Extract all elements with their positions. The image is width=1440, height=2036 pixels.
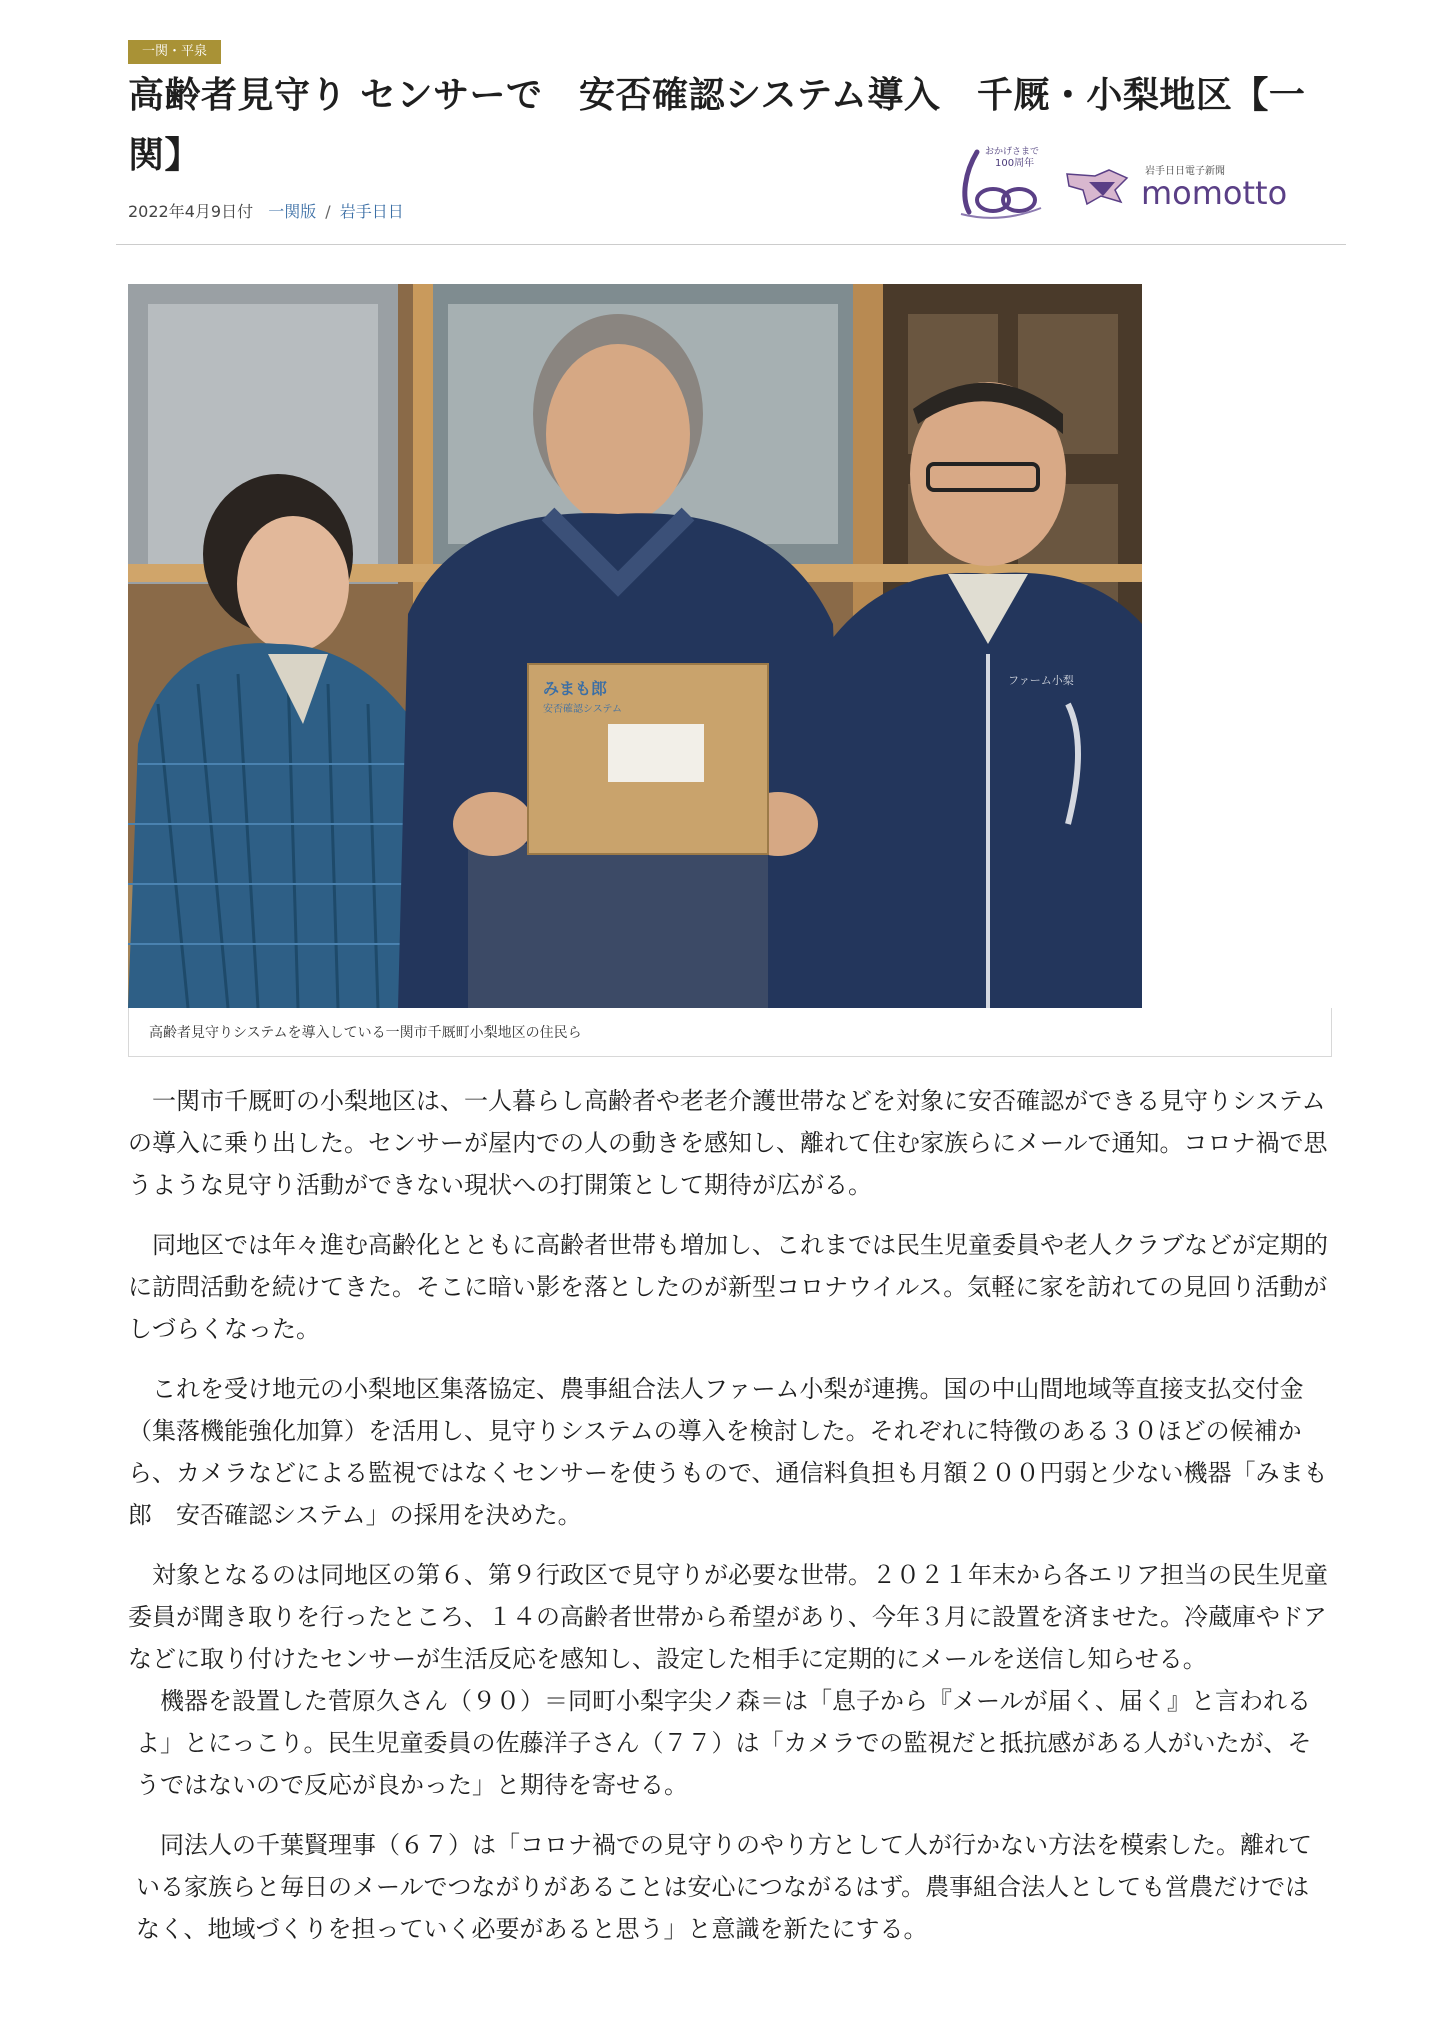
article-photo (128, 284, 1142, 1008)
source-link[interactable]: 岩手日日 (339, 202, 404, 221)
edition-link[interactable]: 一関版 (268, 202, 317, 221)
brand-name: momotto (1141, 174, 1288, 210)
paragraph: 同法人の千葉賢理事（６７）は「コロナ禍での見守りのやり方として人が行かない方法を模索した。離れている家族らと毎日のメールでつながりがあることは安心につながるはず。農事組合法人としても営農だけではなく、地域づくりを担っていく必要があると思う」と意識を新たにする。 (136, 1831, 1312, 1943)
article-meta (128, 199, 404, 222)
jacket-text: ファーム小梨 (1008, 674, 1074, 687)
paragraph: これを受け地元の小梨地区集落協定、農事組合法人ファーム小梨が連携。国の中山間地域等直接支払交付金（集落機能強化加算）を活用し、見守りシステムの導入を検討した。それぞれに特徴のある３０ほどの候補から、カメラなどによる監視ではなくセンサーを使うもので、通信料負担も月額２００円弱と少ない機器「みまも郎 安否確認システム」の採用を決めた。 (128, 1375, 1328, 1529)
anniversary-text: おかげさまで (985, 147, 1040, 157)
article-body (128, 1080, 1333, 1968)
momotto-logo (1065, 162, 1335, 210)
meta-separator: / (325, 202, 331, 221)
paragraph: 同地区では年々進む高齢化とともに高齢者世帯も増加し、これまでは民生児童委員や老人クラブなどが定期的に訪問活動を続けてきた。そこに暗い影を落としたのが新型コロナウイルス。気軽に家を訪れての見回り活動がしづらくなった。 (128, 1231, 1328, 1343)
photo-caption: 高齢者見守りシステムを導入している一関市千厩町小梨地区の住民ら (149, 1025, 582, 1041)
anniversary-logo (955, 142, 1045, 222)
paper-name: 岩手日日電子新聞 (1145, 166, 1225, 177)
box-sublabel: 安否確認システム (543, 704, 622, 715)
article-title: 高齢者見守り センサーで 安否確認システム導入 千厩・小梨地区【一関】 (128, 75, 1306, 176)
paragraph: 機器を設置した菅原久さん（９０）＝同町小梨字尖ノ森＝は「息子から『メールが届く、届く』と言われるよ」とにっこり。民生児童委員の佐藤洋子さん（７７）は「カメラでの監視だと抵抗感がある人がいたが、そうではないので反応が良かった」と期待を寄せる。 (136, 1687, 1312, 1799)
paragraph: 対象となるのは同地区の第６、第９行政区で見守りが必要な世帯。２０２１年末から各エリア担当の民生児童委員が聞き取りを行ったところ、１４の高齢者世帯から希望があり、今年３月に設置を済ませた。冷蔵庫やドアなどに取り付けたセンサーが生活反応を感知し、設定した相手に定期的にメールを送信し知らせる。 (128, 1561, 1328, 1673)
article-date: 2022年4月9日付 (128, 202, 254, 221)
box-label: みまも郎 (543, 679, 608, 698)
anniversary-years: 100周年 (995, 158, 1035, 169)
paragraph: 一関市千厩町の小梨地区は、一人暮らし高齢者や老老介護世帯などを対象に安否確認ができる見守りシステムの導入に乗り出した。センサーが屋内での人の動きを感知し、離れて住む家族らにメールで通知。コロナ禍で思うような見守り活動ができない現状への打開策として期待が広がる。 (128, 1087, 1328, 1199)
category-tag[interactable]: 一関・平泉 (128, 40, 221, 64)
header-divider (116, 244, 1346, 245)
photo-caption-box (128, 1008, 1332, 1057)
